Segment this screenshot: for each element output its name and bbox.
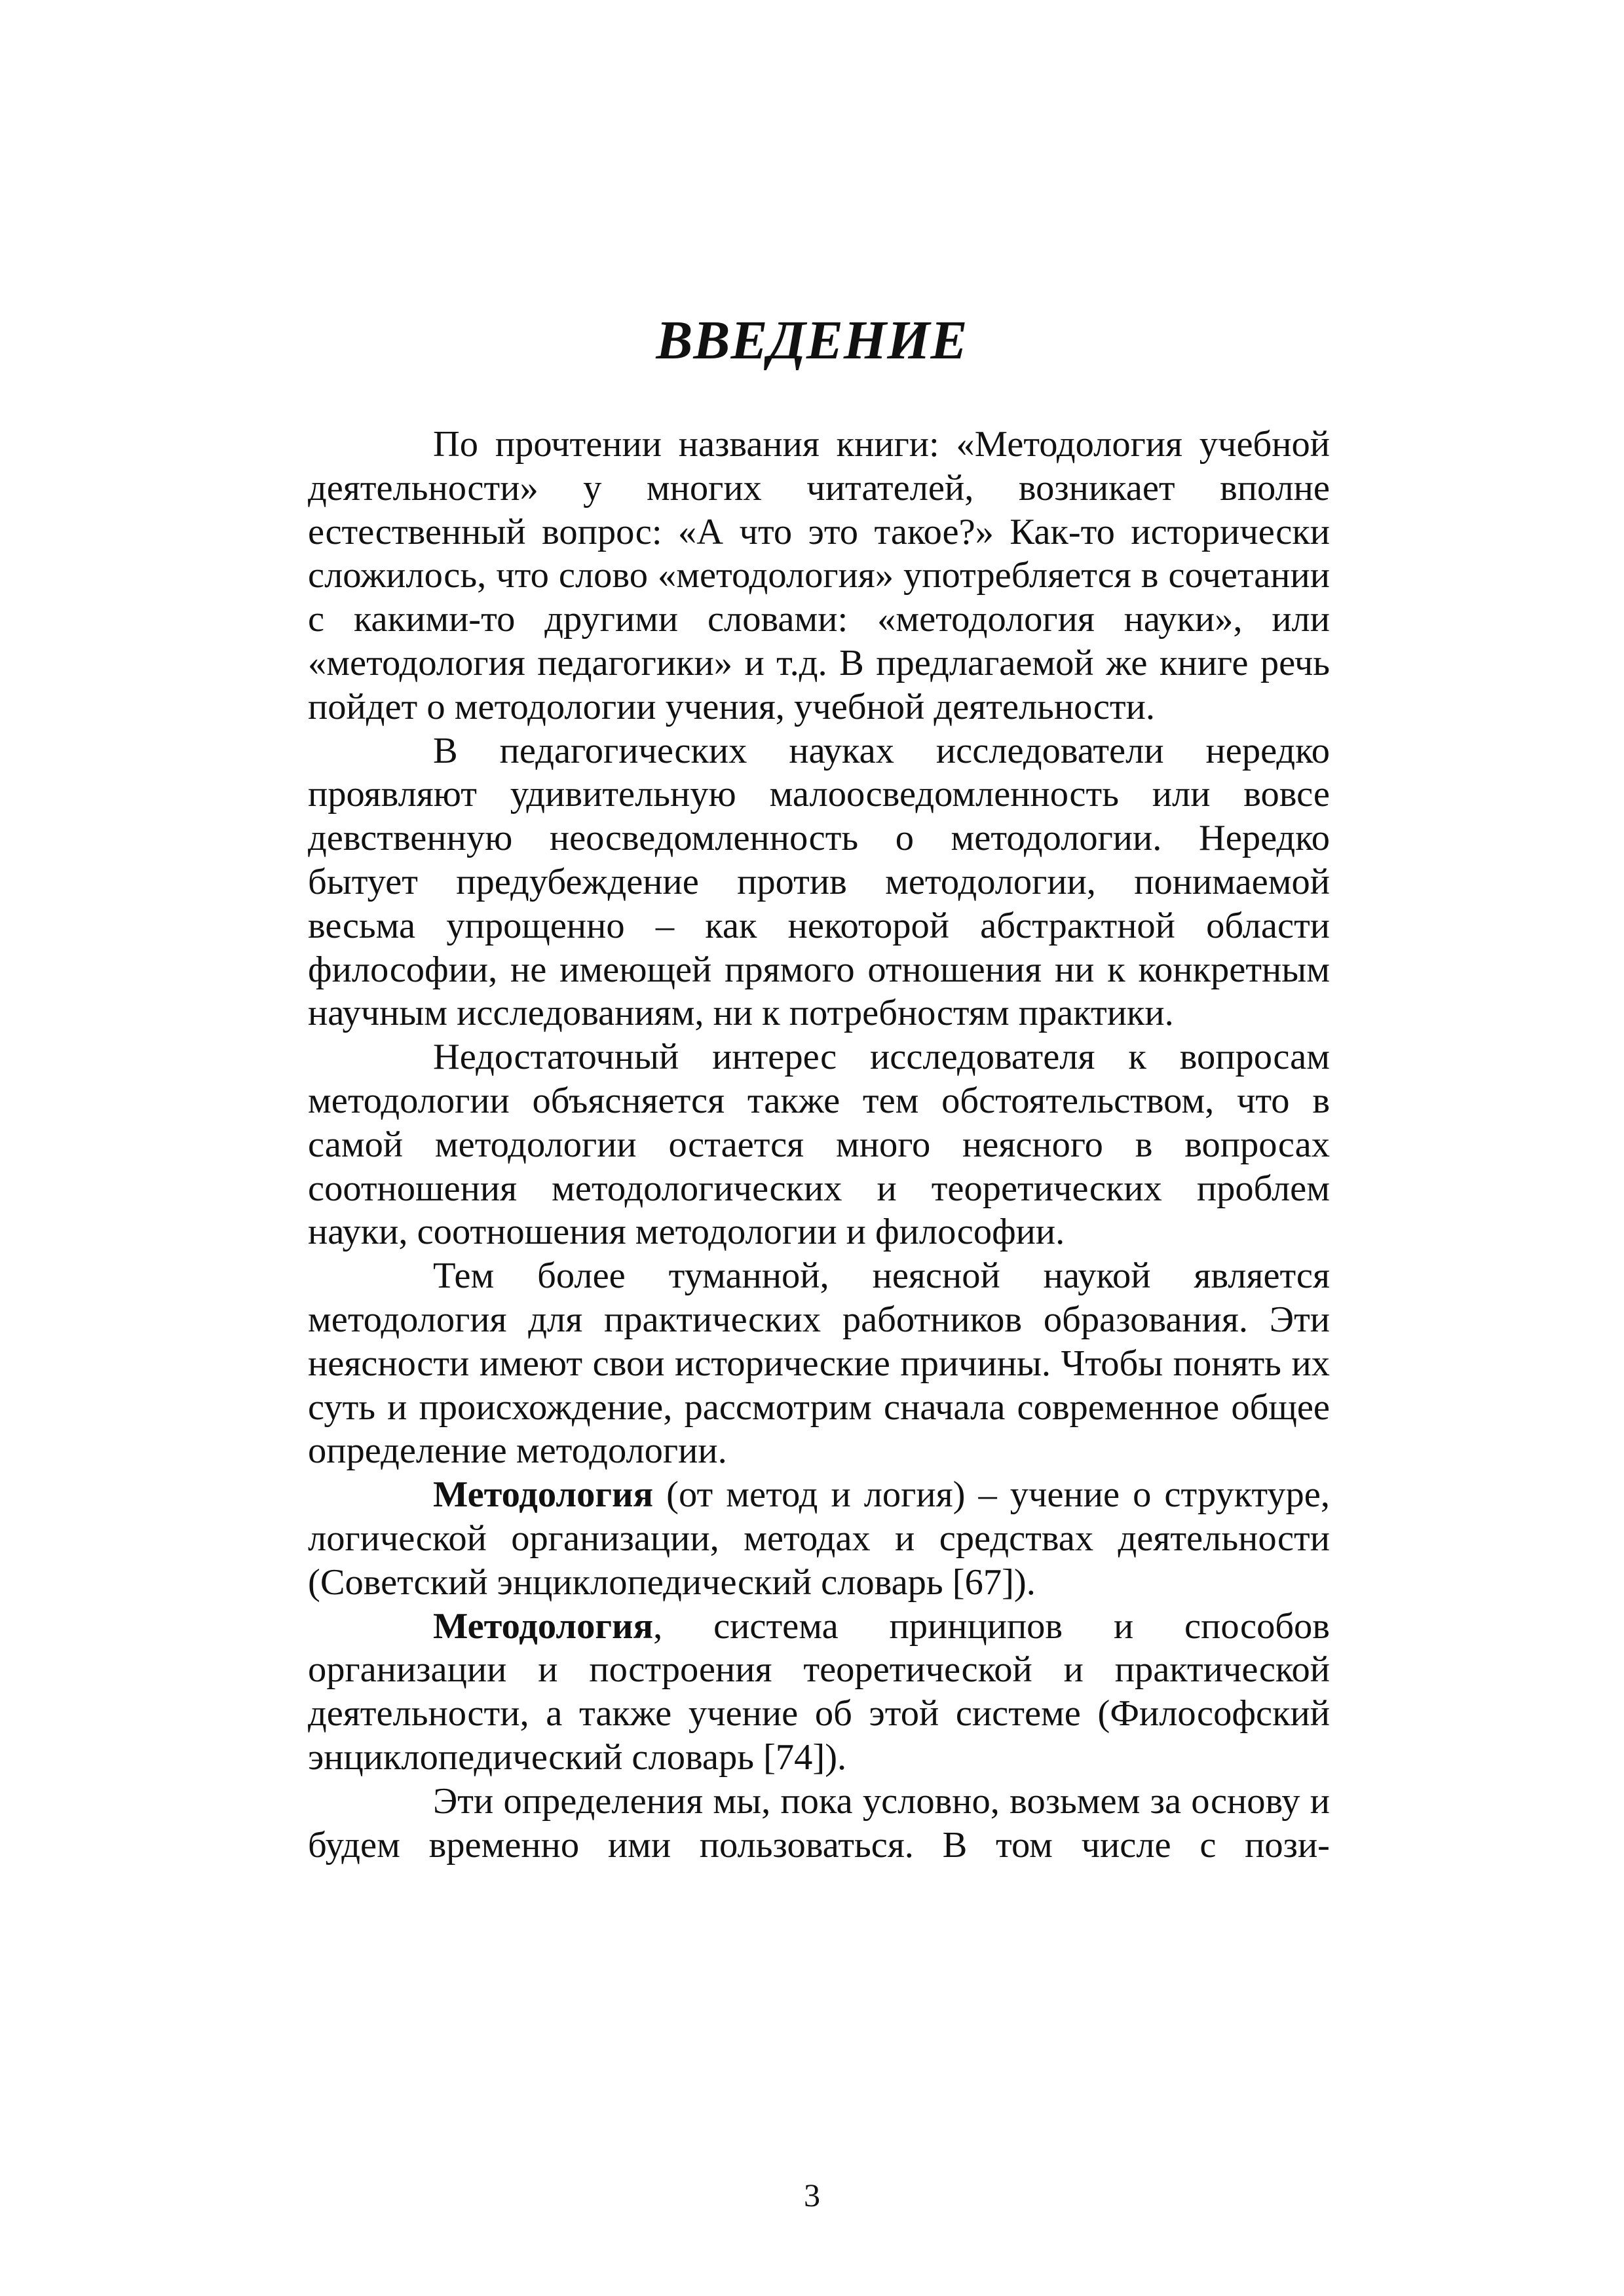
definition-term: Методология xyxy=(433,1474,654,1516)
page-title: ВВЕДЕНИЕ xyxy=(656,310,968,371)
body-text xyxy=(308,423,1330,1867)
paragraph-practitioners xyxy=(308,1254,1330,1473)
paragraph-insufficient-interest xyxy=(308,1035,1330,1254)
paragraph-text: Тем более туманной, неясной наукой является методология для практических работников образования. Эти неясности имеют свои исторические причины. Чтобы понять их суть и происхождение, рассмотрим сначала современное общее определение методологии. xyxy=(308,1255,1330,1472)
paragraph-text: По прочтении названия книги: «Методология учебной деятельности» у многих читателей, возникает вполне естественный вопрос: «А что это такое?» Как-то исторически сложилось, что слово «методология» употребляется в сочетании с какими-то другими словами: «методология науки», или «методология педагогики» и т.д. В предлагаемой же книге речь пойдет о методологии учения, учебной деятельности. xyxy=(308,424,1330,727)
definition-text: (от метод и логия) – учение о структуре, логической организации, методах и средствах деятельности (Советский энциклопедический словарь [67]). xyxy=(308,1474,1330,1603)
paragraph-text: В педагогических науках исследователи нередко проявляют удивительную малоосведомленность или вовсе девственную неосведомленность о методологии. Нередко бытует предубеждение против методологии, понимаемой весьма упрощенно – как некоторой абстрактной области философии, не имеющей прямого отношения ни к конкретным научным исследованиям, ни к потребностям практики. xyxy=(308,730,1330,1034)
definition-term: Методология xyxy=(433,1605,654,1647)
page-number: 3 xyxy=(804,2177,820,2213)
paragraph-pedagogical-sciences xyxy=(308,729,1330,1036)
paragraph-continuation xyxy=(308,1780,1330,1867)
definition-soviet-encyclopedia xyxy=(308,1473,1330,1604)
paragraph-text: Недостаточный интерес исследователя к вопросам методологии объясняется также тем обстоятельством, что в самой методологии остается много неясного в вопросах соотношения методологических и теоретических проблем науки, соотношения методологии и философии. xyxy=(308,1037,1330,1253)
paragraph-text: Эти определения мы, пока условно, возьмем за основу и будем временно ими пользоваться. В том числе с пози- xyxy=(308,1780,1330,1866)
paragraph-intro xyxy=(308,423,1330,729)
definition-text: , система принципов и способов организации и построения теоретической и практической деятельности, а также учение об этой системе (Философский энциклопедический словарь [74]). xyxy=(308,1605,1330,1778)
definition-philosophical-encyclopedia xyxy=(308,1605,1330,1780)
